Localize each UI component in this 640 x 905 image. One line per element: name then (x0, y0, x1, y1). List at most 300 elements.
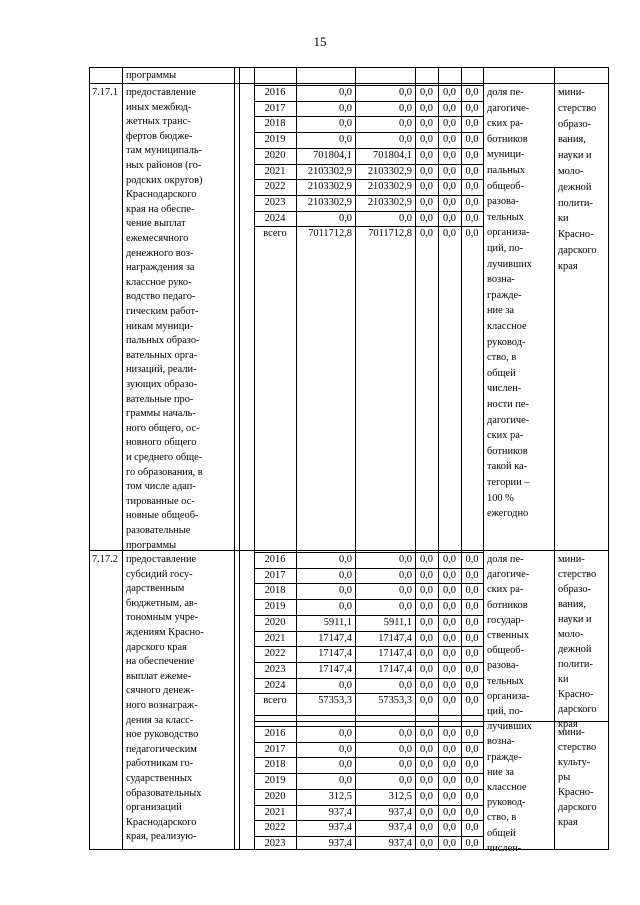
description-line: там муниципаль- (126, 145, 203, 156)
executor-line: края (558, 817, 578, 828)
regional-cell: 57353,3 (378, 695, 412, 706)
executor-line: ки (558, 674, 569, 685)
row-number: 7.17.2 (92, 554, 118, 565)
regional-cell: 937,4 (388, 822, 412, 833)
description-line: вательные про- (126, 394, 194, 405)
total-cell: 937,4 (328, 807, 352, 818)
executor-line: ры (558, 772, 571, 783)
description-line: образовательных (126, 788, 202, 799)
executor-line: мини- (558, 727, 585, 738)
executor-line: моло- (558, 629, 584, 640)
description-line: низаций, реали- (126, 364, 197, 375)
budget-cell: 0,0 (443, 570, 456, 581)
budget-cell: 0,0 (443, 744, 456, 755)
executor-line: мини- (558, 554, 585, 565)
budget-cell: 0,0 (420, 554, 433, 565)
budget-cell: 0,0 (420, 213, 433, 224)
year-cell: 2023 (264, 664, 286, 675)
year-cell: 2017 (264, 103, 286, 114)
result-line: доля пе- (487, 87, 524, 98)
row-divider (89, 67, 609, 68)
regional-cell: 0,0 (399, 775, 412, 786)
budget-cell: 0,0 (465, 633, 479, 644)
budget-cell: 0,0 (420, 87, 433, 98)
budget-cell: 0,0 (465, 213, 479, 224)
year-cell: 2018 (264, 585, 286, 596)
regional-cell: 312,5 (388, 791, 412, 802)
description-line: награждения за (126, 262, 195, 273)
year-cell: 2017 (264, 744, 286, 755)
description-line: сударственных (126, 773, 193, 784)
total-cell: 7011712,8 (308, 228, 352, 239)
year-cell: 2017 (264, 570, 286, 581)
executor-line: образо- (558, 119, 591, 130)
description-line: края, реализую- (126, 831, 197, 842)
result-line: ности пе- (487, 399, 529, 410)
result-line: ских ра- (487, 430, 524, 441)
result-line: числен- (487, 383, 522, 394)
total-cell: 57353,3 (318, 695, 352, 706)
budget-cell: 0,0 (420, 680, 433, 691)
budget-cell: 0,0 (465, 695, 479, 706)
column-divider (554, 67, 555, 850)
budget-cell: 0,0 (443, 775, 456, 786)
executor-line: вания, (558, 134, 586, 145)
description-line: родских округов) (126, 175, 203, 186)
total-cell: 0,0 (339, 103, 352, 114)
regional-cell: 2103302,9 (367, 197, 412, 208)
result-line: организа- (487, 227, 530, 238)
budget-cell: 0,0 (465, 822, 479, 833)
budget-cell: 0,0 (443, 118, 456, 129)
budget-cell: 0,0 (465, 228, 479, 239)
column-divider (234, 67, 235, 850)
result-line: руковод- (487, 337, 526, 348)
year-cell: 2018 (264, 118, 286, 129)
description-line: новного общего (126, 437, 197, 448)
total-cell: 2103302,9 (307, 181, 352, 192)
total-cell: 17147,4 (318, 664, 352, 675)
regional-cell: 0,0 (399, 744, 412, 755)
executor-line: науки и (558, 614, 592, 625)
column-divider (608, 67, 609, 850)
regional-cell: 17147,4 (378, 648, 412, 659)
description-line: на обеспечение (126, 656, 195, 667)
budget-cell: 0,0 (465, 585, 479, 596)
total-cell: 17147,4 (318, 633, 352, 644)
budget-cell: 0,0 (465, 744, 479, 755)
budget-cell: 0,0 (443, 633, 456, 644)
regional-cell: 937,4 (388, 807, 412, 818)
result-line: муници- (487, 149, 525, 160)
description-line: программы (126, 540, 177, 551)
budget-cell: 0,0 (465, 103, 479, 114)
description-line: граммы началь- (126, 408, 196, 419)
budget-cell: 0,0 (420, 181, 433, 192)
executor-line: дарского (558, 704, 597, 715)
budget-cell: 0,0 (420, 728, 433, 739)
description-line: разовательные (126, 525, 191, 536)
description-line: ного общего, ос- (126, 423, 200, 434)
budget-cell: 0,0 (465, 728, 479, 739)
budget-cell: 0,0 (420, 601, 433, 612)
regional-cell: 17147,4 (378, 633, 412, 644)
year-cell: 2019 (264, 775, 286, 786)
description-line: тированные ос- (126, 496, 195, 507)
result-line: доля пе- (487, 554, 524, 565)
description-line: зующих образо- (126, 379, 198, 390)
regional-cell: 0,0 (399, 728, 412, 739)
executor-line: стерство (558, 569, 597, 580)
result-line: ние за (487, 305, 515, 316)
budget-cell: 0,0 (465, 664, 479, 675)
year-cell: 2023 (264, 838, 286, 849)
executor-line: моло- (558, 166, 584, 177)
result-line: ственных (487, 630, 529, 641)
result-line: классное (487, 782, 527, 793)
row-divider (254, 715, 484, 716)
year-cell: 2019 (264, 134, 286, 145)
year-cell: 2024 (264, 213, 286, 224)
total-cell: 0,0 (339, 570, 352, 581)
result-line: ежегодно (487, 508, 529, 519)
budget-cell: 0,0 (465, 197, 479, 208)
description-line: жетных транс- (126, 116, 191, 127)
description-line: ных районов (го- (126, 160, 202, 171)
budget-cell: 0,0 (420, 633, 433, 644)
year-cell: 2019 (264, 601, 286, 612)
budget-cell: 0,0 (420, 822, 433, 833)
budget-cell: 0,0 (443, 822, 456, 833)
year-cell: 2020 (264, 617, 286, 628)
regional-cell: 7011712,8 (368, 228, 412, 239)
budget-cell: 0,0 (465, 134, 479, 145)
budget-cell: 0,0 (420, 118, 433, 129)
year-cell: 2016 (264, 728, 286, 739)
description-line: бюджетным, ав- (126, 598, 198, 609)
budget-cell: 0,0 (420, 744, 433, 755)
regional-cell: 5911,1 (383, 617, 412, 628)
executor-line: дежной (558, 182, 592, 193)
budget-cell: 0,0 (420, 103, 433, 114)
year-cell: 2021 (264, 633, 286, 644)
result-line: 100 % (487, 493, 514, 504)
total-cell: 0,0 (339, 134, 352, 145)
result-line: тегории – (487, 477, 530, 488)
budget-cell: 0,0 (443, 103, 456, 114)
result-line: общей (487, 368, 516, 379)
budget-cell: 0,0 (443, 166, 456, 177)
executor-line: Красно- (558, 229, 594, 240)
result-line: ботников (487, 600, 528, 611)
description-line: ежемесячного (126, 233, 189, 244)
regional-cell: 0,0 (399, 134, 412, 145)
year-cell: 2016 (264, 87, 286, 98)
description-line: организаций (126, 802, 182, 813)
description-line: Краснодарского (126, 189, 197, 200)
result-line: возна- (487, 736, 515, 747)
result-line: возна- (487, 274, 515, 285)
budget-cell: 0,0 (443, 585, 456, 596)
regional-cell: 0,0 (399, 213, 412, 224)
result-line: тельных (487, 212, 524, 223)
budget-cell: 0,0 (465, 181, 479, 192)
description-line: новные общеоб- (126, 510, 199, 521)
budget-cell: 0,0 (465, 570, 479, 581)
budget-cell: 0,0 (443, 87, 456, 98)
budget-cell: 0,0 (465, 759, 479, 770)
budget-table (89, 67, 609, 854)
budget-cell: 0,0 (465, 118, 479, 129)
executor-line: дарского (558, 245, 597, 256)
budget-cell: 0,0 (420, 197, 433, 208)
column-divider (89, 67, 90, 850)
year-cell: 2018 (264, 759, 286, 770)
result-line: разова- (487, 196, 519, 207)
result-line: ство, в (487, 352, 517, 363)
budget-cell: 0,0 (443, 181, 456, 192)
executor-line: дарского (558, 802, 597, 813)
description-line: предоставление (126, 554, 197, 565)
page-number: 15 (313, 34, 327, 49)
budget-cell: 0,0 (420, 648, 433, 659)
budget-cell: 0,0 (420, 807, 433, 818)
regional-cell: 0,0 (399, 585, 412, 596)
total-cell: 0,0 (339, 759, 352, 770)
total-cell: 5911,1 (323, 617, 352, 628)
regional-cell: 0,0 (399, 680, 412, 691)
result-line: дагогиче- (487, 103, 530, 114)
total-cell: 0,0 (339, 744, 352, 755)
description-line: иных межбюд- (126, 102, 192, 113)
budget-cell: 0,0 (443, 617, 456, 628)
budget-cell: 0,0 (443, 807, 456, 818)
column-divider (483, 67, 484, 850)
executor-line: культу- (558, 757, 591, 768)
executor-line: края (558, 719, 578, 730)
result-line: гражде- (487, 290, 522, 301)
year-cell: 2020 (264, 150, 286, 161)
year-cell: всего (263, 695, 287, 706)
description-line: выплат ежеме- (126, 671, 192, 682)
budget-cell: 0,0 (420, 166, 433, 177)
description-line: чение выплат (126, 218, 186, 229)
budget-cell: 0,0 (443, 728, 456, 739)
executor-line: дежной (558, 644, 592, 655)
description-line: дарственным (126, 583, 185, 594)
year-cell: 2020 (264, 791, 286, 802)
result-line: разова- (487, 660, 519, 671)
budget-cell: 0,0 (443, 601, 456, 612)
result-line: ботников (487, 446, 528, 457)
description-line: края на обеспе- (126, 204, 195, 215)
budget-cell: 0,0 (420, 617, 433, 628)
budget-cell: 0,0 (420, 791, 433, 802)
description-line: классное руко- (126, 277, 192, 288)
result-line: гражде- (487, 752, 522, 763)
total-cell: 937,4 (328, 822, 352, 833)
budget-cell: 0,0 (465, 680, 479, 691)
budget-cell: 0,0 (443, 134, 456, 145)
executor-line: края (558, 261, 578, 272)
budget-cell: 0,0 (465, 791, 479, 802)
executor-line: полити- (558, 198, 593, 209)
budget-cell: 0,0 (443, 228, 456, 239)
total-cell: 0,0 (339, 680, 352, 691)
result-line: ство, в (487, 812, 517, 823)
regional-cell: 0,0 (399, 759, 412, 770)
budget-cell: 0,0 (443, 213, 456, 224)
result-line: лучивших (487, 259, 532, 270)
year-cell: 2022 (264, 648, 286, 659)
budget-cell: 0,0 (420, 695, 433, 706)
budget-cell: 0,0 (443, 554, 456, 565)
total-cell: 2103302,9 (307, 197, 352, 208)
budget-cell: 0,0 (443, 150, 456, 161)
year-cell: 2022 (264, 181, 286, 192)
description-line: дения за класс- (126, 715, 194, 726)
total-cell: 0,0 (339, 728, 352, 739)
regional-cell: 0,0 (399, 103, 412, 114)
description-line: ждениям Красно- (126, 627, 204, 638)
total-cell: 2103302,9 (307, 166, 352, 177)
budget-cell: 0,0 (420, 150, 433, 161)
description-line: дарского края (126, 642, 187, 653)
total-cell: 0,0 (339, 775, 352, 786)
previous-row-tail: программы (126, 70, 177, 81)
year-cell: 2016 (264, 554, 286, 565)
result-line: ских ра- (487, 584, 524, 595)
result-line: пальных (487, 165, 525, 176)
budget-cell: 0,0 (465, 150, 479, 161)
result-line: государ- (487, 615, 525, 626)
budget-cell: 0,0 (465, 601, 479, 612)
result-line: общеоб- (487, 181, 525, 192)
regional-cell: 17147,4 (378, 664, 412, 675)
description-line: ного вознаграж- (126, 700, 198, 711)
description-line: Краснодарского (126, 817, 197, 828)
executor-line: науки и (558, 150, 592, 161)
result-line: такой ка- (487, 461, 528, 472)
description-line: водство педаго- (126, 291, 196, 302)
budget-cell: 0,0 (465, 838, 479, 849)
budget-cell: 0,0 (420, 134, 433, 145)
budget-cell: 0,0 (443, 197, 456, 208)
description-line: предоставление (126, 87, 197, 98)
budget-cell: 0,0 (443, 695, 456, 706)
budget-cell: 0,0 (443, 838, 456, 849)
executor-line: ки (558, 213, 569, 224)
budget-cell: 0,0 (443, 648, 456, 659)
regional-cell: 937,4 (388, 838, 412, 849)
budget-cell: 0,0 (465, 554, 479, 565)
executor-line: Красно- (558, 689, 594, 700)
regional-cell: 2103302,9 (367, 166, 412, 177)
regional-cell: 701804,1 (373, 150, 412, 161)
budget-cell: 0,0 (465, 166, 479, 177)
regional-cell: 0,0 (399, 87, 412, 98)
total-cell: 937,4 (328, 838, 352, 849)
budget-cell: 0,0 (465, 775, 479, 786)
total-cell: 701804,1 (313, 150, 352, 161)
regional-cell: 0,0 (399, 570, 412, 581)
regional-cell: 0,0 (399, 601, 412, 612)
budget-cell: 0,0 (465, 807, 479, 818)
column-divider (122, 67, 123, 850)
executor-line: стерство (558, 742, 597, 753)
result-line: руковод- (487, 797, 526, 808)
result-line: дагогиче- (487, 569, 530, 580)
budget-cell: 0,0 (443, 680, 456, 691)
executor-line: стерство (558, 103, 597, 114)
budget-cell: 0,0 (420, 775, 433, 786)
description-line: пальных образо- (126, 335, 200, 346)
row-divider (89, 83, 609, 84)
description-line: вательных орга- (126, 350, 198, 361)
row-number: 7.17.1 (92, 87, 118, 98)
year-cell: 2023 (264, 197, 286, 208)
total-cell: 17147,4 (318, 648, 352, 659)
total-cell: 0,0 (339, 118, 352, 129)
regional-cell: 0,0 (399, 554, 412, 565)
description-line: сячного денеж- (126, 685, 194, 696)
result-line: ботников (487, 134, 528, 145)
budget-cell: 0,0 (443, 791, 456, 802)
regional-cell: 2103302,9 (367, 181, 412, 192)
budget-cell: 0,0 (443, 664, 456, 675)
year-cell: 2024 (264, 680, 286, 691)
result-line: организа- (487, 691, 530, 702)
description-line: никам муници- (126, 321, 194, 332)
budget-cell: 0,0 (420, 585, 433, 596)
executor-line: мини- (558, 87, 585, 98)
description-line: денежного воз- (126, 248, 194, 259)
executor-line: образо- (558, 584, 591, 595)
description-line: работникам го- (126, 758, 194, 769)
result-line: ций, по- (487, 706, 524, 717)
total-cell: 0,0 (339, 87, 352, 98)
year-cell: всего (263, 228, 287, 239)
result-line: ций, по- (487, 243, 524, 254)
column-divider (239, 67, 240, 850)
result-line: классное (487, 321, 527, 332)
year-cell: 2021 (264, 807, 286, 818)
result-line: дагогиче- (487, 415, 530, 426)
year-cell: 2022 (264, 822, 286, 833)
result-line: тельных (487, 676, 524, 687)
budget-cell: 0,0 (465, 617, 479, 628)
result-line: числен- (487, 843, 522, 854)
total-cell: 0,0 (339, 601, 352, 612)
budget-cell: 0,0 (420, 228, 433, 239)
total-cell: 0,0 (339, 585, 352, 596)
budget-cell: 0,0 (420, 664, 433, 675)
executor-line: полити- (558, 659, 593, 670)
description-line: фертов бюдже- (126, 131, 193, 142)
result-line: ние за (487, 767, 515, 778)
description-line: ное руководство (126, 729, 199, 740)
budget-cell: 0,0 (420, 570, 433, 581)
description-line: субсидий госу- (126, 569, 193, 580)
description-line: том числе адап- (126, 481, 196, 492)
row-divider (254, 721, 609, 722)
description-line: и среднего обще- (126, 452, 203, 463)
result-line: лучивших (487, 721, 532, 732)
budget-cell: 0,0 (465, 87, 479, 98)
description-line: тономным учре- (126, 612, 199, 623)
executor-line: вания, (558, 599, 586, 610)
budget-cell: 0,0 (465, 648, 479, 659)
